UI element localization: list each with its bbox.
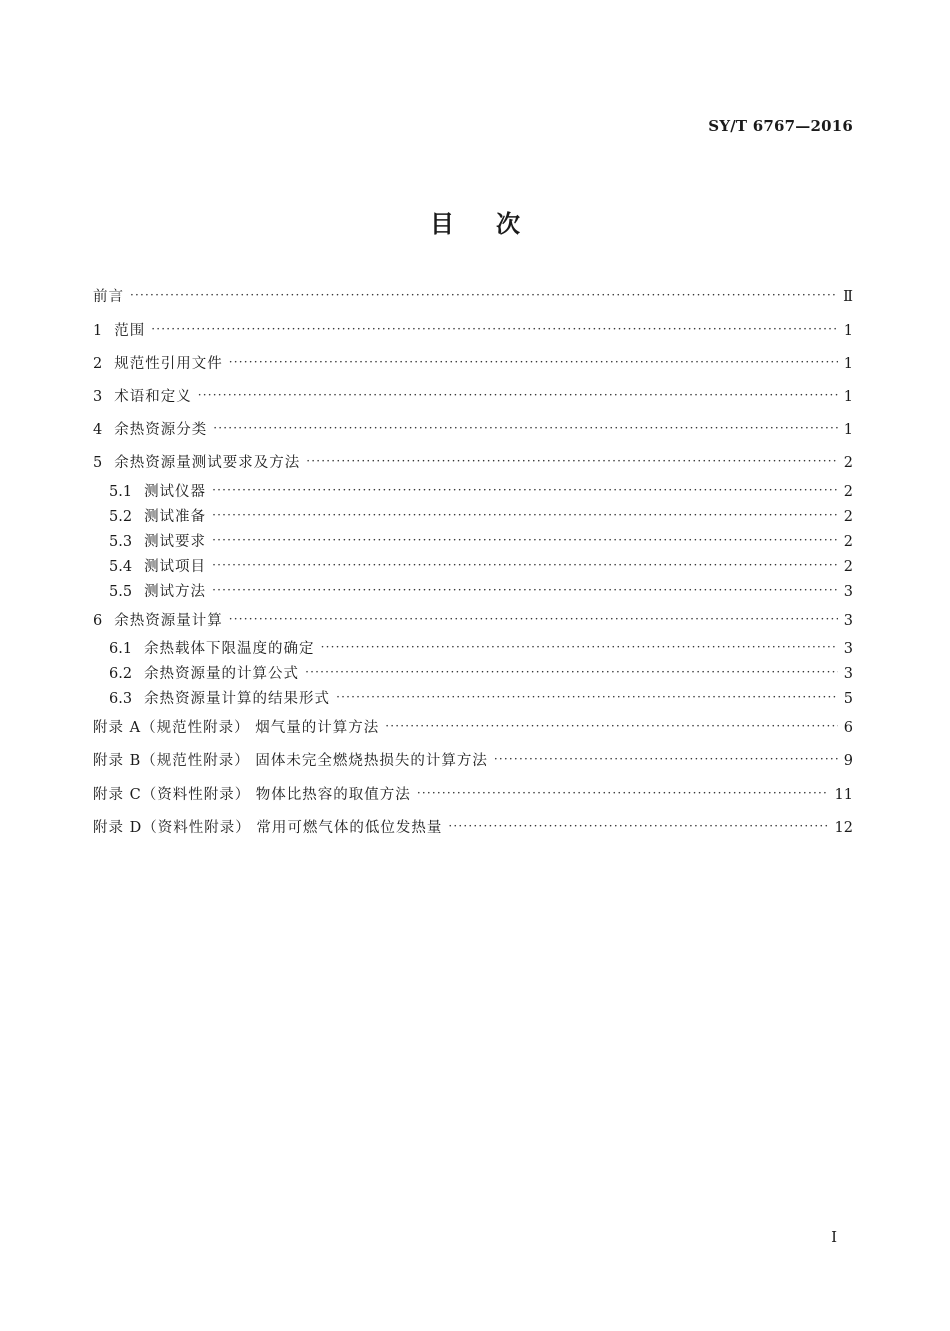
toc-entry-number: 5 — [93, 455, 103, 471]
toc-dot-leader — [212, 531, 838, 553]
toc-entry[interactable] — [93, 286, 853, 308]
toc-dot-leader — [151, 320, 838, 342]
toc-entry-label: 范围 — [114, 323, 146, 339]
toc-entry[interactable] — [109, 556, 853, 578]
toc-dot-leader — [198, 386, 838, 408]
toc-entry-page: 2 — [843, 559, 853, 575]
toc-entry-label: 测试方法 — [144, 584, 207, 600]
toc-dot-leader — [212, 481, 838, 503]
toc-entry-page: 11 — [834, 787, 853, 803]
toc-entry-label: 规范性引用文件 — [114, 356, 223, 372]
toc-entry[interactable] — [109, 581, 853, 603]
toc-title-char-1: 目 — [430, 209, 454, 238]
toc-entry-label: 余热资源量计算 — [114, 613, 223, 629]
toc-entry-page: 2 — [843, 484, 853, 500]
toc-entry[interactable] — [93, 386, 853, 408]
toc-entry-label: 术语和定义 — [114, 389, 192, 405]
toc-entry-label: 余热资源量的计算公式 — [144, 666, 300, 682]
toc-entry-page: 3 — [843, 584, 853, 600]
footer-page-number: I — [831, 1228, 837, 1246]
toc-entry[interactable] — [93, 452, 853, 474]
toc-entry-number: 6.1 — [109, 641, 133, 657]
toc-entry-label: 测试仪器 — [144, 484, 207, 500]
toc-entry-label: 余热资源量计算的结果形式 — [144, 691, 331, 707]
toc-title — [0, 204, 950, 239]
toc-dot-leader — [212, 556, 838, 578]
toc-entry[interactable] — [109, 506, 853, 528]
toc-dot-leader — [229, 610, 838, 632]
toc-entry[interactable] — [93, 750, 853, 772]
toc-entry-page: 5 — [843, 691, 853, 707]
toc-entry-number: 5.3 — [109, 534, 133, 550]
toc-entry-page: 12 — [834, 820, 853, 836]
toc-entry-number: 5.4 — [109, 559, 133, 575]
toc-dot-leader — [130, 286, 837, 308]
toc-dot-leader — [212, 506, 838, 528]
toc-dot-leader — [336, 688, 838, 710]
toc-entry-page: 3 — [843, 666, 853, 682]
toc-entry-page: 1 — [843, 323, 853, 339]
toc-entry-label: 附录 D（资料性附录） 常用可燃气体的低位发热量 — [93, 820, 443, 836]
toc-entry-page: 2 — [843, 509, 853, 525]
toc-entry-page: 9 — [843, 753, 853, 769]
toc-entry-label: 附录 B（规范性附录） 固体未完全燃烧热损失的计算方法 — [93, 753, 488, 769]
toc-entry-number: 5.1 — [109, 484, 133, 500]
toc-dot-leader — [213, 419, 838, 441]
toc-entry-label: 附录 C（资料性附录） 物体比热容的取值方法 — [93, 787, 411, 803]
toc-entry-number: 6.2 — [109, 666, 133, 682]
toc-entry-number: 1 — [93, 323, 103, 339]
toc-entry-page: Ⅱ — [843, 289, 853, 305]
toc-dot-leader — [385, 717, 838, 739]
toc-entry-page: 1 — [843, 422, 853, 438]
toc-entry-label: 余热资源分类 — [114, 422, 208, 438]
toc-entry-page: 1 — [843, 356, 853, 372]
toc-entry-page: 6 — [843, 720, 853, 736]
toc-entry-label: 余热资源量测试要求及方法 — [114, 455, 301, 471]
toc-dot-leader — [448, 817, 828, 839]
toc-entry-number: 4 — [93, 422, 103, 438]
toc-entry[interactable] — [93, 717, 853, 739]
toc-entry-page: 1 — [843, 389, 853, 405]
toc-title-char-2: 次 — [496, 209, 520, 238]
toc-entry-number: 5.2 — [109, 509, 133, 525]
toc-entry[interactable] — [109, 688, 853, 710]
toc-entry-label: 附录 A（规范性附录） 烟气量的计算方法 — [93, 720, 380, 736]
toc-entry[interactable] — [93, 353, 853, 375]
toc-dot-leader — [305, 663, 838, 685]
toc-dot-leader — [494, 750, 838, 772]
toc-dot-leader — [306, 452, 838, 474]
toc-entry-page: 3 — [843, 641, 853, 657]
toc-entry-label: 测试要求 — [144, 534, 207, 550]
toc-dot-leader — [321, 638, 838, 660]
toc-entry[interactable] — [93, 320, 853, 342]
toc-entry-label: 前言 — [93, 289, 124, 305]
toc-entry-label: 测试项目 — [144, 559, 207, 575]
toc-entry[interactable] — [109, 638, 853, 660]
toc-entry-label: 余热载体下限温度的确定 — [144, 641, 315, 657]
toc-entry-page: 2 — [843, 534, 853, 550]
toc-entry[interactable] — [109, 663, 853, 685]
toc-entry[interactable] — [93, 610, 853, 632]
toc-dot-leader — [417, 784, 829, 806]
toc-entry-label: 测试准备 — [144, 509, 207, 525]
toc-entry[interactable] — [109, 481, 853, 503]
standard-code: SY/T 6767—2016 — [708, 117, 853, 135]
toc-entry-page: 2 — [843, 455, 853, 471]
toc-entry-number: 6 — [93, 613, 103, 629]
toc-entry-number: 3 — [93, 389, 103, 405]
toc-dot-leader — [212, 581, 838, 603]
toc-entry[interactable] — [93, 419, 853, 441]
toc-entry[interactable] — [93, 817, 853, 839]
toc-entry-number: 6.3 — [109, 691, 133, 707]
toc-entry[interactable] — [93, 784, 853, 806]
toc-entry-number: 5.5 — [109, 584, 133, 600]
toc-entry[interactable] — [109, 531, 853, 553]
toc-entry-number: 2 — [93, 356, 103, 372]
toc-entry-page: 3 — [843, 613, 853, 629]
toc-dot-leader — [229, 353, 838, 375]
